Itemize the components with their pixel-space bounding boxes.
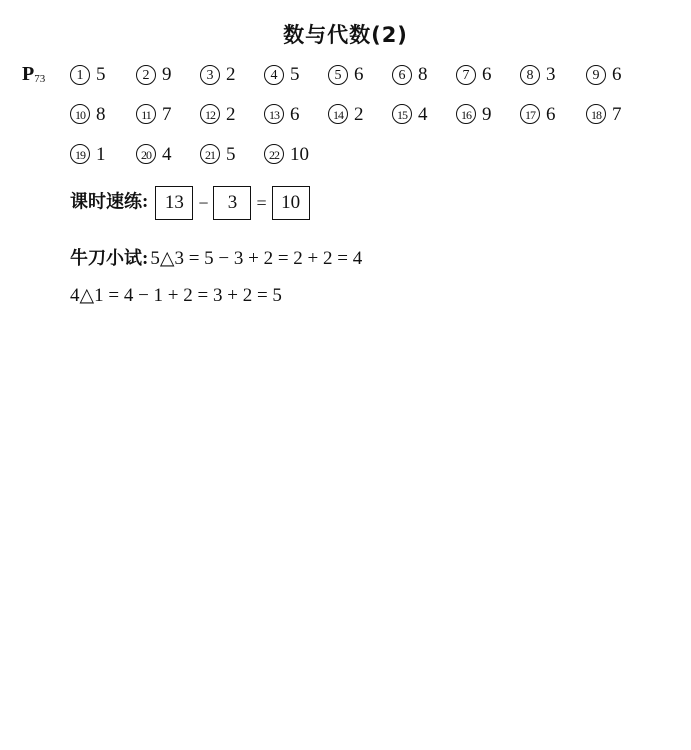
answer-item xyxy=(200,104,236,126)
answer-item xyxy=(136,144,172,166)
answer-item xyxy=(456,64,492,86)
answer-item xyxy=(264,144,309,166)
answer-value: 6 xyxy=(612,64,622,85)
answer-item xyxy=(70,104,106,126)
answer-item xyxy=(200,64,236,86)
answer-item xyxy=(264,104,300,126)
practice-section xyxy=(70,186,315,220)
question-number: 13 xyxy=(264,104,284,124)
page-number-label xyxy=(22,63,45,86)
answer-value: 5 xyxy=(96,64,106,85)
question-number: 19 xyxy=(70,144,90,164)
answer-value: 1 xyxy=(96,144,106,165)
answer-item xyxy=(70,64,106,86)
answer-value: 7 xyxy=(162,104,172,125)
question-number: 5 xyxy=(328,65,348,85)
question-number: 8 xyxy=(520,65,540,85)
question-number: 22 xyxy=(264,144,284,164)
trial-section xyxy=(70,244,362,270)
answer-value: 9 xyxy=(482,104,492,125)
question-number: 18 xyxy=(586,104,606,124)
page-number: 73 xyxy=(34,73,46,85)
answer-value: 4 xyxy=(162,144,172,165)
practice-colon: : xyxy=(142,191,149,213)
answer-item xyxy=(328,64,364,86)
answer-item xyxy=(586,64,622,86)
answer-box-a: 13 xyxy=(155,186,193,220)
trial-equation-1: 5△3 = 5 − 3 + 2 = 2 + 2 = 4 xyxy=(150,248,363,269)
answer-item xyxy=(392,64,428,86)
question-number: 2 xyxy=(136,65,156,85)
answer-value: 9 xyxy=(162,64,172,85)
answer-value: 7 xyxy=(612,104,622,125)
question-number: 16 xyxy=(456,104,476,124)
equals-sign: = xyxy=(256,192,267,213)
question-number: 1 xyxy=(70,65,90,85)
answer-item xyxy=(328,104,364,126)
answer-item xyxy=(264,64,300,86)
trial-equation-2: 4△1 = 4 − 1 + 2 = 3 + 2 = 5 xyxy=(70,285,282,306)
trial-heading: 牛刀小试 xyxy=(70,248,142,269)
page-title: 数与代数(2) xyxy=(283,23,408,47)
question-number: 11 xyxy=(136,104,156,124)
question-number: 15 xyxy=(392,104,412,124)
answer-value: 6 xyxy=(482,64,492,85)
question-number: 20 xyxy=(136,144,156,164)
page-prefix: P xyxy=(22,63,35,85)
answer-value: 8 xyxy=(418,64,428,85)
minus-sign: − xyxy=(198,192,209,213)
answer-box-c: 10 xyxy=(272,186,310,220)
answer-value: 4 xyxy=(418,104,428,125)
answer-item xyxy=(136,104,172,126)
question-number: 3 xyxy=(200,65,220,85)
answer-value: 10 xyxy=(290,144,309,165)
question-number: 14 xyxy=(328,104,348,124)
answer-value: 2 xyxy=(354,104,364,125)
trial-colon: : xyxy=(142,248,149,269)
answer-value: 5 xyxy=(290,64,300,85)
answer-value: 8 xyxy=(96,104,106,125)
answer-value: 2 xyxy=(226,64,236,85)
question-number: 10 xyxy=(70,104,90,124)
answer-item xyxy=(70,144,106,166)
answer-item xyxy=(200,144,236,166)
question-number: 12 xyxy=(200,104,220,124)
answer-value: 6 xyxy=(546,104,556,125)
question-number: 9 xyxy=(586,65,606,85)
answer-value: 3 xyxy=(546,64,556,85)
question-number: 6 xyxy=(392,65,412,85)
practice-heading: 课时速练 xyxy=(70,191,142,213)
question-number: 7 xyxy=(456,65,476,85)
answer-item xyxy=(586,104,622,126)
question-number: 17 xyxy=(520,104,540,124)
answer-value: 5 xyxy=(226,144,236,165)
answer-item xyxy=(520,104,556,126)
answer-value: 6 xyxy=(290,104,300,125)
answer-item xyxy=(520,64,556,86)
answer-box-b: 3 xyxy=(213,186,251,220)
question-number: 4 xyxy=(264,65,284,85)
answer-item xyxy=(456,104,492,126)
answer-item xyxy=(392,104,428,126)
question-number: 21 xyxy=(200,144,220,164)
answer-value: 2 xyxy=(226,104,236,125)
answer-value: 6 xyxy=(354,64,364,85)
answer-item xyxy=(136,64,172,86)
